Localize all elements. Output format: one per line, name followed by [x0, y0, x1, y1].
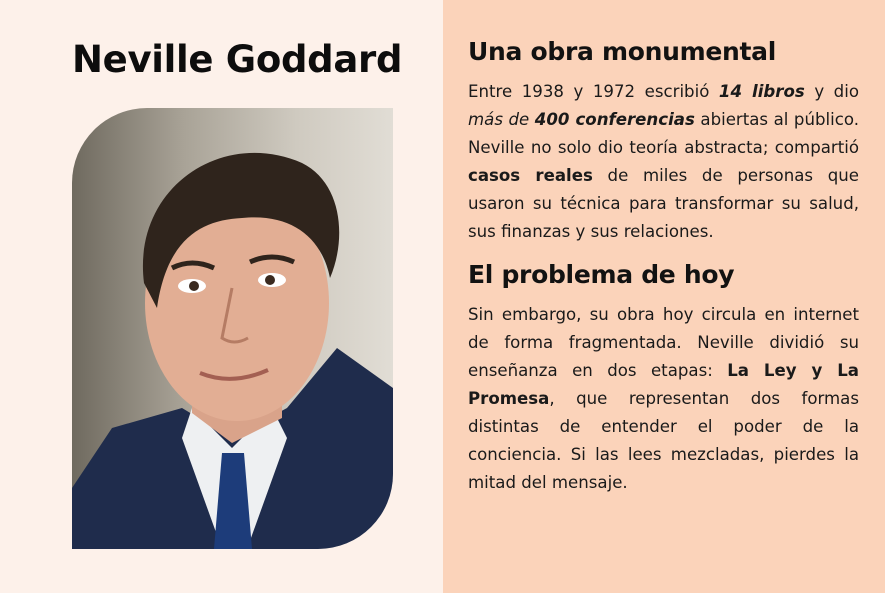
page-title: Neville Goddard — [72, 38, 403, 81]
section-paragraph-obra: Entre 1938 y 1972 escribió 14 libros y dio más de 400 conferencias abiertas al público. Neville no solo dio teoría abstracta; compartió casos reales de miles de personas que usaron su técnica para transformar su salud, sus finanzas y sus relaciones. — [468, 82, 859, 241]
section-heading-problema: El problema de hoy — [468, 260, 735, 289]
section-paragraph-problema: Sin embargo, su obra hoy circula en internet de forma fragmentada. Neville dividió su enseñanza en dos etapas: La Ley y La Promesa, que representan dos formas distintas de entender el poder de la conciencia. Si las lees mezcladas, pierdes la mitad del mensaje. — [468, 305, 859, 492]
content-column — [468, 37, 859, 497]
portrait-photo-icon — [72, 108, 393, 549]
section-heading-obra: Una obra monumental — [468, 37, 776, 66]
